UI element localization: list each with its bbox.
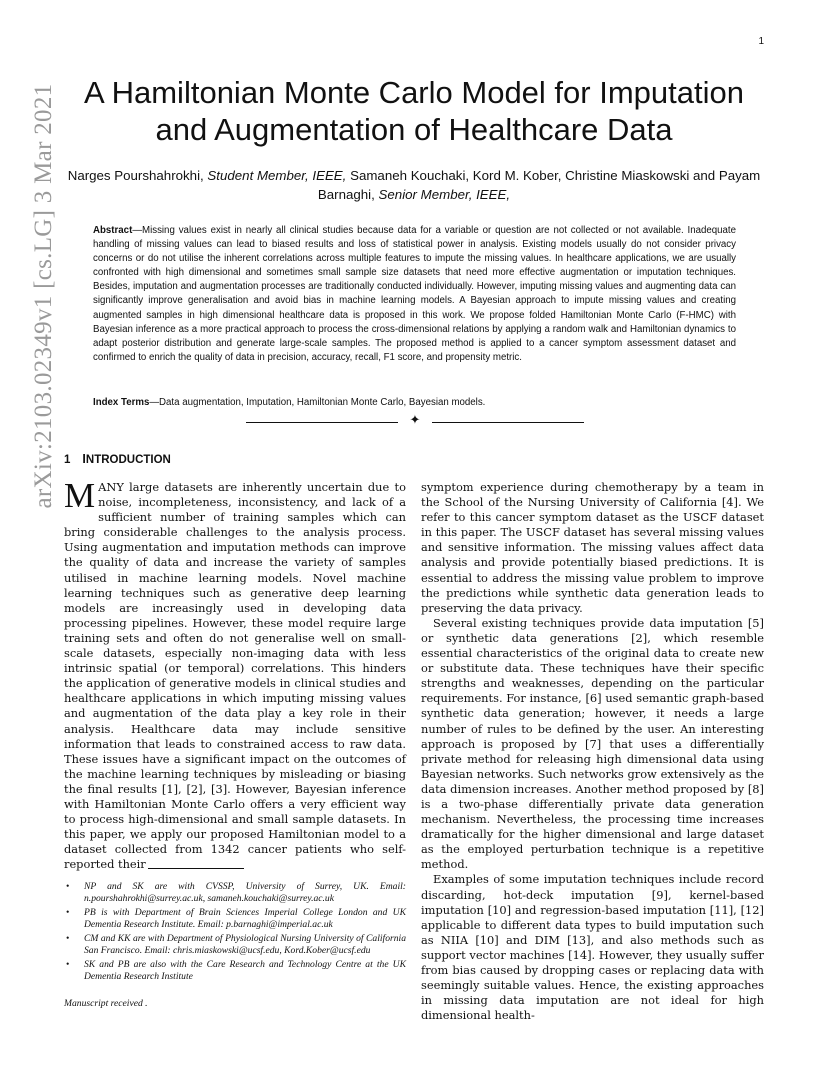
abstract-text: —Missing values exist in nearly all clinical studies because data for a variable or question are not collected or not available. Inadequate handling of missing values can lead to biased results and loss of statistical power in analysis. Existing models usually do not consider privacy concerns or do not utilise the inherent correlations across multiple features to impute the missing values. In healthcare applications, we are usually confronted with high dimensional and sometimes small sample size datasets that need more effective augmentation or imputation techniques. Besides, imputation and augmentation processes are traditionally conducted individually. However, imputing missing values and augmenting data can significantly improve generalisation and avoid bias in machine learning models. A Bayesian approach to impute missing values and creating augmented samples in high dimensional healthcare data is proposed in this work. We propose folded Hamiltonian Monte Carlo (F-HMC) with Bayesian inference as a more practical approach to process the cross-dimensional relations by applying a random walk and Hamiltonian dynamics to adapt posterior distribution and generate large-scale samples. The proposed method is applied to a cancer symptom assessment dataset and confirmed to enrich the quality of data in precision, accuracy, recall, F1 score, and propensity metric. [93, 225, 736, 363]
footnote-item: • SK and PB are also with the Care Research and Technology Centre at the UK Dementia Research Institute [84, 959, 406, 983]
section-number: 1 [64, 454, 71, 466]
left-column [64, 476, 406, 872]
intro-paragraph-1 [64, 476, 406, 872]
intro-smallcaps: ANY [98, 480, 124, 494]
author-role-2: Senior Member, IEEE, [378, 187, 511, 202]
author-names-2: Samaneh Kouchaki, Kord M. Kober, Christine Miaskowski and Payam Barnaghi, [317, 168, 761, 202]
divider-line-left [246, 422, 398, 423]
footnotes [64, 881, 406, 985]
section-divider [246, 415, 584, 429]
abstract [93, 224, 736, 365]
footnote-item: • NP and SK are with CVSSP, University of Surrey, UK. Email: n.pourshahrokhi@surrey.ac.uk, samaneh.kouchaki@surrey.ac.uk [84, 881, 406, 905]
right-paragraph-3: Examples of some imputation techniques include record discarding, hot-deck imputation [9], kernel-based imputation [10] and regression-based imputation [11], [12] applicable to different data types to build imputation such as NIIA [10] and DIM [13], and also methods such as support vector machines [14]. However, they usually suffer from bias caused by dropping cases or replacing data with seemingly suitable values. Hence, the existing approaches in missing data imputation are not ideal for high dimensional health- [421, 872, 764, 1023]
author-name-1: Narges Pourshahrokhi, [67, 168, 204, 183]
right-paragraph-1: symptom experience during chemotherapy by a team in the School of the Nursing University of California [4]. We refer to this cancer symptom dataset as the USCF dataset in this paper. The USCF dataset has several missing values and sensitive information. The missing values affect data analysis and provide potentially biased predictions. It is essential to address the missing value problem to improve the predictions while synthetic data generation leads to preserving the data privacy. [421, 480, 764, 615]
abstract-label: Abstract [93, 225, 133, 236]
index-terms [93, 396, 736, 410]
divider-line-right [432, 422, 584, 423]
intro-paragraph-1-text: large datasets are inherently uncertain due to noise, incompleteness, inconsistency, and lack of a sufficient number of training samples which can bring considerable challenges to the analysis process. Using augmentation and imputation methods can improve the quality of data and increase the variety of samples utilised in machine learning models. Novel machine learning techniques such as generative deep learning models are increasingly used in developing data processing pipelines. However, these model require large training sets and often do not generalise well on small-scale datasets, especially non-imaging data with less intrinsic spatial (or temporal) correlations. This hinders the application of generative models in clinical studies and healthcare applications in which imputing missing values and augmentation of the data play a key role in their analysis. Healthcare data may include sensitive information that leads to constrained access to raw data. These issues have a significant impact on the outcomes of the machine learning techniques by misleading or biasing the final results [1], [2], [3]. However, Bayesian inference with Hamiltonian Monte Carlo offers a very efficient way to process high-dimensional and small sample datasets. In this paper, we apply our proposed Hamiltonian model to a dataset collected from 1342 cancer patients who self-reported their [64, 480, 406, 872]
footnote-rule [148, 868, 244, 869]
manuscript-note: Manuscript received . [64, 998, 148, 1009]
index-terms-text: —Data augmentation, Imputation, Hamiltonian Monte Carlo, Bayesian models. [149, 397, 486, 408]
right-paragraph-2: Several existing techniques provide data imputation [5] or synthetic data generations [2], which resemble essential characteristics of the original data to create new or substitute data. These techniques have their specific strengths and weaknesses, depending on the particular requirements. For instance, [6] used semantic graph-based synthetic data generation; however, it needs a large number of rules to be defined by the user. An interesting approach is proposed by [7] that uses a differentially private method for releasing high dimensional data using Bayesian networks. Such networks grow extensively as the data dimension increases. Another method proposed by [8] is a two-phase differentially private data generation mechanism. Nevertheless, the processing time increases dramatically for the higher dimensional and large dataset as the employed perturbation technique is a repetitive method. [421, 615, 764, 872]
author-role-1: Student Member, IEEE, [207, 168, 347, 183]
section-title-initial: I [82, 452, 86, 466]
section-heading [64, 452, 171, 466]
page-number: 1 [758, 36, 764, 47]
index-terms-label: Index Terms [93, 397, 150, 408]
author-list [60, 166, 768, 204]
divider-star-icon: ✦ [409, 413, 421, 428]
arxiv-stamp: arXiv:2103.02349v1 [cs.LG] 3 Mar 2021 [30, 83, 57, 509]
footnote-item: • CM and KK are with Department of Physiological Nursing University of California San Francisco. Email: chris.miaskowski@ucsf.edu, Kord.Kober@ucsf.edu [84, 933, 406, 957]
right-column [421, 480, 764, 1023]
section-title-rest: NTRODUCTION [85, 454, 171, 466]
drop-cap: M [64, 476, 96, 515]
footnote-item: • PB is with Department of Brain Sciences Imperial College London and UK Dementia Research Institute. Email: p.barnaghi@imperial.ac.uk [84, 907, 406, 931]
paper-title: A Hamiltonian Monte Carlo Model for Imputation and Augmentation of Healthcare Data [84, 75, 744, 147]
